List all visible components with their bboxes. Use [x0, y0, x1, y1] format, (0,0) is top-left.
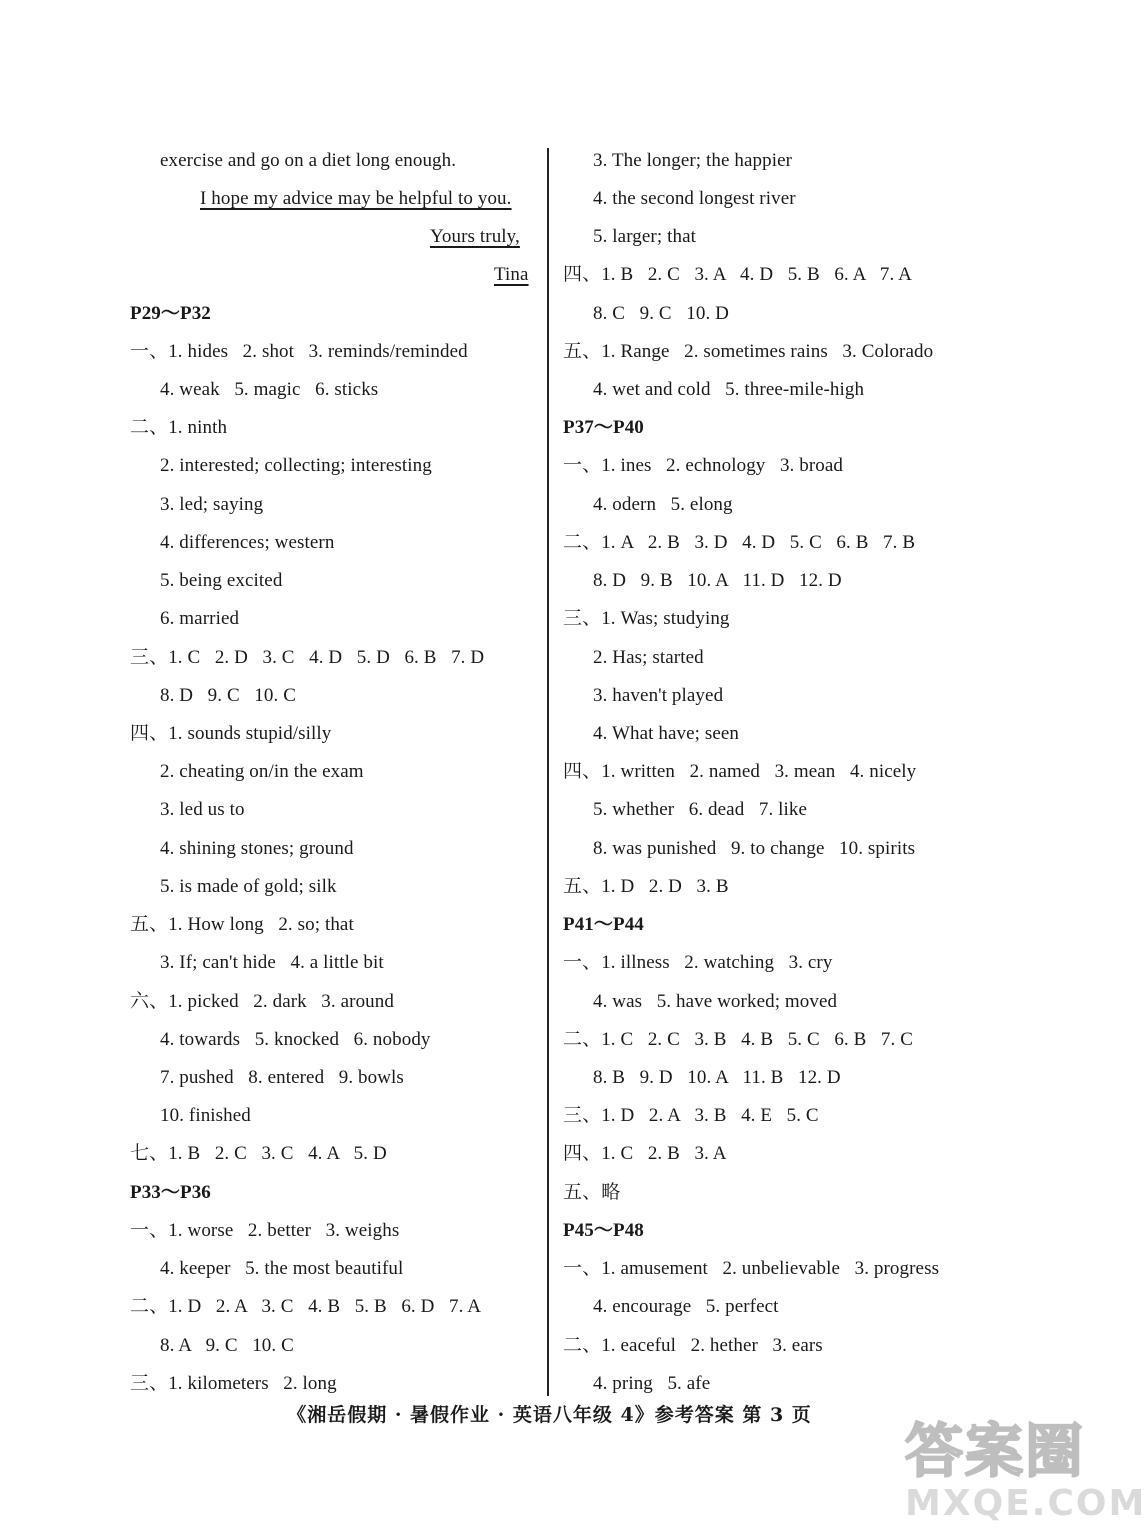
answer-line: 3. led us to [160, 799, 245, 820]
answer-line: I hope my advice may be helpful to you. [200, 188, 512, 209]
section-heading: P37～P40 [563, 417, 644, 438]
answer-line: 二、1. D 2. A 3. C 4. B 5. B 6. D 7. A [130, 1296, 482, 1317]
section-heading: P29～P32 [130, 303, 211, 324]
answer-line: 五、1. D 2. D 3. B [563, 876, 729, 897]
answer-line: 二、1. eaceful 2. hether 3. ears [563, 1335, 823, 1356]
page-footer: 《湘岳假期 · 暑假作业 · 英语八年级 4》参考答案 第 3 页 [287, 1404, 812, 1426]
answer-line: 五、1. Range 2. sometimes rains 3. Colorado [563, 341, 934, 362]
answer-line: 4. pring 5. afe [593, 1373, 711, 1394]
answer-line: 三、1. kilometers 2. long [130, 1373, 337, 1394]
answer-line: 一、1. amusement 2. unbelievable 3. progress [563, 1258, 940, 1279]
answer-line: 8. was punished 9. to change 10. spirits [593, 838, 916, 859]
answer-line: 4. What have; seen [593, 723, 740, 744]
section-heading: P33～P36 [130, 1182, 211, 1203]
watermark-url: MXQE.COM [905, 1483, 1146, 1524]
watermark [905, 1417, 1146, 1530]
answer-line: 10. finished [160, 1105, 251, 1126]
answer-line: 4. odern 5. elong [593, 494, 733, 515]
answer-line: 七、1. B 2. C 3. C 4. A 5. D [130, 1143, 387, 1164]
answer-line: 3. The longer; the happier [593, 150, 793, 171]
answer-line: 三、1. Was; studying [563, 608, 730, 629]
answer-line: 5. larger; that [593, 226, 696, 247]
answer-line: 六、1. picked 2. dark 3. around [130, 991, 394, 1012]
answer-line: 一、1. hides 2. shot 3. reminds/reminded [130, 341, 468, 362]
answer-line: 三、1. D 2. A 3. B 4. E 5. C [563, 1105, 819, 1126]
answer-line: 一、1. illness 2. watching 3. cry [563, 952, 833, 973]
watermark-logo: 答案圈 [905, 1417, 1086, 1485]
section-heading: P45～P48 [563, 1220, 644, 1241]
column-divider [547, 148, 549, 1396]
answer-line: exercise and go on a diet long enough. [160, 150, 457, 171]
answer-line: 7. pushed 8. entered 9. bowls [160, 1067, 404, 1088]
answer-line: 3. haven't played [593, 685, 724, 706]
answer-line: 二、1. A 2. B 3. D 4. D 5. C 6. B 7. B [563, 532, 916, 553]
answer-line: Tina [494, 264, 529, 285]
answer-line: 8. A 9. C 10. C [160, 1335, 294, 1356]
answer-line: 8. C 9. C 10. D [593, 303, 729, 324]
section-heading: P41～P44 [563, 914, 644, 935]
answer-line: 2. cheating on/in the exam [160, 761, 364, 782]
answer-line: 4. differences; western [160, 532, 335, 553]
answer-line: 4. encourage 5. perfect [593, 1296, 779, 1317]
answer-line: 四、1. B 2. C 3. A 4. D 5. B 6. A 7. A [563, 264, 912, 285]
answer-line: 4. towards 5. knocked 6. nobody [160, 1029, 431, 1050]
answer-line: 4. keeper 5. the most beautiful [160, 1258, 404, 1279]
answer-line: 6. married [160, 608, 240, 629]
answer-line: 2. interested; collecting; interesting [160, 455, 432, 476]
answer-line: 四、1. sounds stupid/silly [130, 723, 332, 744]
answer-line: 5. being excited [160, 570, 283, 591]
answer-line: 2. Has; started [593, 647, 704, 668]
answer-line: 4. wet and cold 5. three-mile-high [593, 379, 865, 400]
answer-line: 4. shining stones; ground [160, 838, 354, 859]
answer-line: Yours truly, [430, 226, 520, 247]
answer-line: 8. D 9. C 10. C [160, 685, 296, 706]
answer-line: 4. weak 5. magic 6. sticks [160, 379, 379, 400]
answer-line: 5. is made of gold; silk [160, 876, 337, 897]
answer-line: 一、1. ines 2. echnology 3. broad [563, 455, 844, 476]
answer-line: 一、1. worse 2. better 3. weighs [130, 1220, 400, 1241]
answer-line: 4. the second longest river [593, 188, 796, 209]
answer-line: 8. B 9. D 10. A 11. B 12. D [593, 1067, 841, 1088]
answer-line: 4. was 5. have worked; moved [593, 991, 838, 1012]
answer-line: 8. D 9. B 10. A 11. D 12. D [593, 570, 842, 591]
answer-line: 二、1. ninth [130, 417, 228, 438]
answer-line: 5. whether 6. dead 7. like [593, 799, 808, 820]
answer-line: 四、1. C 2. B 3. A [563, 1143, 727, 1164]
answer-line: 三、1. C 2. D 3. C 4. D 5. D 6. B 7. D [130, 647, 485, 668]
answer-line: 五、1. How long 2. so; that [130, 914, 354, 935]
answer-line: 四、1. written 2. named 3. mean 4. nicely [563, 761, 917, 782]
answer-line: 3. If; can't hide 4. a little bit [160, 952, 384, 973]
answer-line: 二、1. C 2. C 3. B 4. B 5. C 6. B 7. C [563, 1029, 914, 1050]
answer-line: 3. led; saying [160, 494, 264, 515]
answer-line: 五、略 [563, 1182, 621, 1203]
